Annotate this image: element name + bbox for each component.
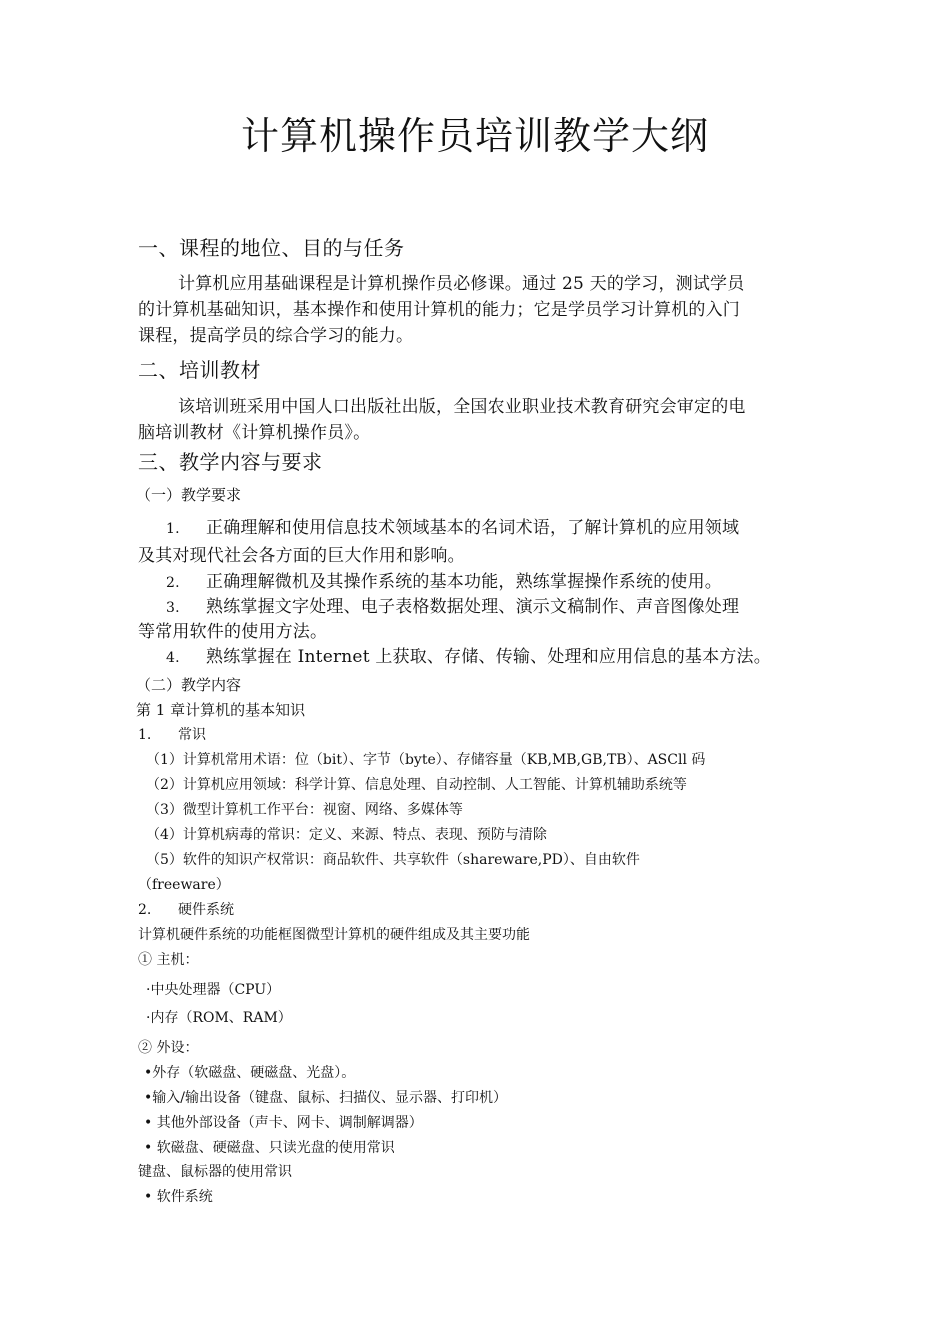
peripheral-item: • 软磁盘、硬磁盘、只读光盘的使用常识: [144, 1140, 395, 1156]
keyboard-mouse-line: 键盘、鼠标器的使用常识: [138, 1164, 292, 1180]
paragraph-line: 脑培训教材《计算机操作员》。: [138, 423, 371, 443]
paragraph-line: 的计算机基础知识，基本操作和使用计算机的能力；它是学员学习计算机的入门: [138, 300, 740, 320]
requirement-item-continuation: 等常用软件的使用方法。: [138, 622, 328, 642]
chapter-heading: 第 1 章计算机的基本知识: [136, 701, 306, 719]
peripheral-item: •输入/输出设备（键盘、鼠标、扫描仪、显示器、打印机）: [144, 1090, 507, 1106]
list-item-continuation: （freeware）: [138, 877, 230, 893]
paragraph-line: 课程，提高学员的综合学习的能力。: [138, 326, 414, 346]
requirement-item: 1. 正确理解和使用信息技术领域基本的名词术语，了解计算机的应用领域: [166, 518, 740, 538]
section-heading-2: 二、培训教材: [138, 358, 261, 382]
numbered-item: 1. 常识: [138, 727, 206, 743]
requirement-item: 4. 熟练掌握在 Internet 上获取、存储、传输、处理和应用信息的基本方法。: [166, 647, 771, 667]
peripheral-label: ② 外设：: [138, 1040, 199, 1056]
requirement-item: 3. 熟练掌握文字处理、电子表格数据处理、演示文稿制作、声音图像处理: [166, 597, 740, 617]
hardware-description: 计算机硬件系统的功能框图微型计算机的硬件组成及其主要功能: [138, 927, 530, 943]
requirement-item-continuation: 及其对现代社会各方面的巨大作用和影响。: [138, 546, 465, 566]
peripheral-item: •外存（软磁盘、硬磁盘、光盘）。: [144, 1065, 356, 1081]
paragraph-line: 计算机应用基础课程是计算机操作员必修课。通过 25 天的学习，测试学员: [178, 274, 745, 294]
list-item: （5）软件的知识产权常识：商品软件、共享软件（shareware,PD）、自由软件: [146, 852, 640, 868]
numbered-item: 2. 硬件系统: [138, 902, 234, 918]
section-heading-1: 一、课程的地位、目的与任务: [138, 236, 405, 260]
section-heading-3: 三、教学内容与要求: [138, 450, 323, 474]
peripheral-item: • 其他外部设备（声卡、网卡、调制解调器）: [144, 1115, 423, 1131]
subsection-heading: （一）教学要求: [136, 486, 242, 504]
list-item: （4）计算机病毒的常识：定义、来源、特点、表现、预防与清除: [146, 827, 547, 843]
host-label: ① 主机：: [138, 952, 199, 968]
requirement-item: 2. 正确理解微机及其操作系统的基本功能，熟练掌握操作系统的使用。: [166, 572, 722, 592]
software-system-line: • 软件系统: [144, 1189, 213, 1205]
paragraph-line: 该培训班采用中国人口出版社出版，全国农业职业技术教育研究会审定的电: [178, 397, 746, 417]
list-item: （1）计算机常用术语：位（bit）、字节（byte）、存储容量（KB,MB,GB,TB）、ASCll 码: [146, 752, 706, 768]
document-title: 计算机操作员培训教学大纲: [240, 114, 709, 158]
list-item: （3）微型计算机工作平台：视窗、网络、多媒体等: [146, 802, 463, 818]
host-item: ·内存（ROM、RAM）: [146, 1010, 292, 1026]
subsection-heading: （二）教学内容: [136, 676, 242, 694]
host-item: ·中央处理器（CPU）: [146, 982, 281, 998]
list-item: （2）计算机应用领域：科学计算、信息处理、自动控制、人工智能、计算机辅助系统等: [146, 777, 687, 793]
